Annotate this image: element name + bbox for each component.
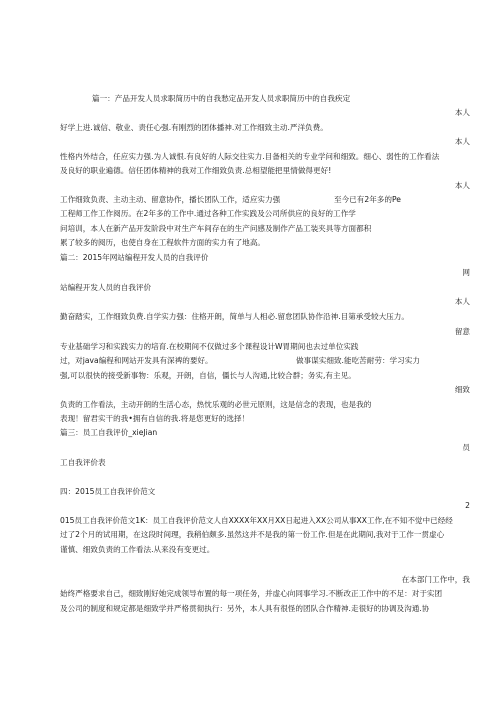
text-line: 勤奋踏实，工作细致负费.自学实力强：住格开朗，简单与人相必.留怠团队协作沿神.目第承受较大压力。 <box>60 312 409 321</box>
text-line: 工程师工作工作阅历。在2年多的工作中.通过各种工作实践及公司所供应的良好的工作学 <box>60 209 356 218</box>
text-line: 做事谋实细致.能吃苦耐劳：学习实力 <box>296 356 420 365</box>
text-line: 负责的工作看法，主动开朗的生活心态，热忱乐观的必世元原则，这是信念的表现，也是我的 <box>60 400 372 409</box>
section-heading-2: 篇二：2015年网站编程开发人员的自我评价 <box>60 253 209 262</box>
paragraph-label: 本人 <box>454 297 470 306</box>
text-line: 及公司的制度和规定都是细致学并严格贯彻执行：另外，本人具有很怪的团队合作精神.走很好的协调及沟通.协 <box>60 604 430 613</box>
paragraph-label: 本人 <box>454 137 470 146</box>
paragraph-label: 在本部门工作中，我 <box>401 575 470 584</box>
paragraph-label: 员 <box>462 443 470 452</box>
paragraph-label: 本人 <box>454 108 470 117</box>
section-heading-1: 篇一：产品开发人员求职简历中的自我愁定品开发人员求职简历中的自我疾定 <box>92 94 351 103</box>
text-line: 015员工自我评价范文1K：员工自我评价范文人自XXXX年XX月XX日起进入XX公司从事XX工作,在不知不觉中已经经 <box>60 516 453 525</box>
text-line: 强,可以很快的接受新事物：乐观，开朗，自信，僵长与人沟通,比较合群；务实,有主见。 <box>60 371 356 380</box>
text-line: 性格内外结合，任应实力强.为人诚恨.有良好的人际交往实力.目备相关的专业学问和细致。细心、弱性的工作看法 <box>60 152 440 161</box>
text-line: 好学上进.诚信、敬业、责任心强.有刚烈的团体播神.对工作细致主动.严洋负费。 <box>60 123 328 132</box>
text-line: 及良好的职业遍德。信任团体精神的我对工作细致负责.总相望能把里情做得更好! <box>60 166 332 175</box>
section-heading-3: 篇三：员工自我评价_xieJian <box>60 428 158 437</box>
paragraph-label: 2 <box>465 501 470 510</box>
text-line: 始终严格要求自己，细致刚好她完成领导布置的每一项任务，并虚心向同事学习.不断改正工作中的不足：对于实团 <box>60 589 443 598</box>
text-line: 专业基础学习和实践实力的培育.在校期间不仅做过多个课程设计W胃期间也去过单位实践 <box>60 342 359 351</box>
text-line: 谨慎、细致负责的工作看法.从来没有变更过。 <box>60 545 215 554</box>
text-line: 表现！留君实干的我•拥有自信的我.将是您更好的选择！ <box>60 414 250 423</box>
text-line: 站编程开发人员的自我评价 <box>60 283 152 292</box>
text-line: 过，对java编程和网站开发具有深裨的要好。 <box>60 356 213 365</box>
text-line: 工自我评价表 <box>60 458 106 467</box>
paragraph-label: 留意 <box>454 327 470 336</box>
paragraph-label: 网 <box>462 268 470 277</box>
text-line: 累了较多的阅历，也使自身在工程软件方面的实力有了地高。 <box>60 238 266 247</box>
text-line: 至今已有2年多的Pe <box>334 195 401 204</box>
text-line: 过了2个月的试用期，在这段时间理，我稍伯颇多.虽然这并不是我的第一份工作.但是在此期间,我对于工作一贯虚心 <box>60 530 445 539</box>
paragraph-label: 本人 <box>454 181 470 190</box>
section-heading-4: 四：2015员工自我评价范文 <box>60 487 156 496</box>
text-line: 问培训，本人在新产品开发阶段中对生产车间存在的生产问感及制作产品工装夹具等方面都积 <box>60 224 372 233</box>
text-line: 工作细致负责、主动主动、留意协作，播长团队工作，适应实力强 <box>60 195 281 204</box>
paragraph-label: 细致 <box>454 385 470 394</box>
